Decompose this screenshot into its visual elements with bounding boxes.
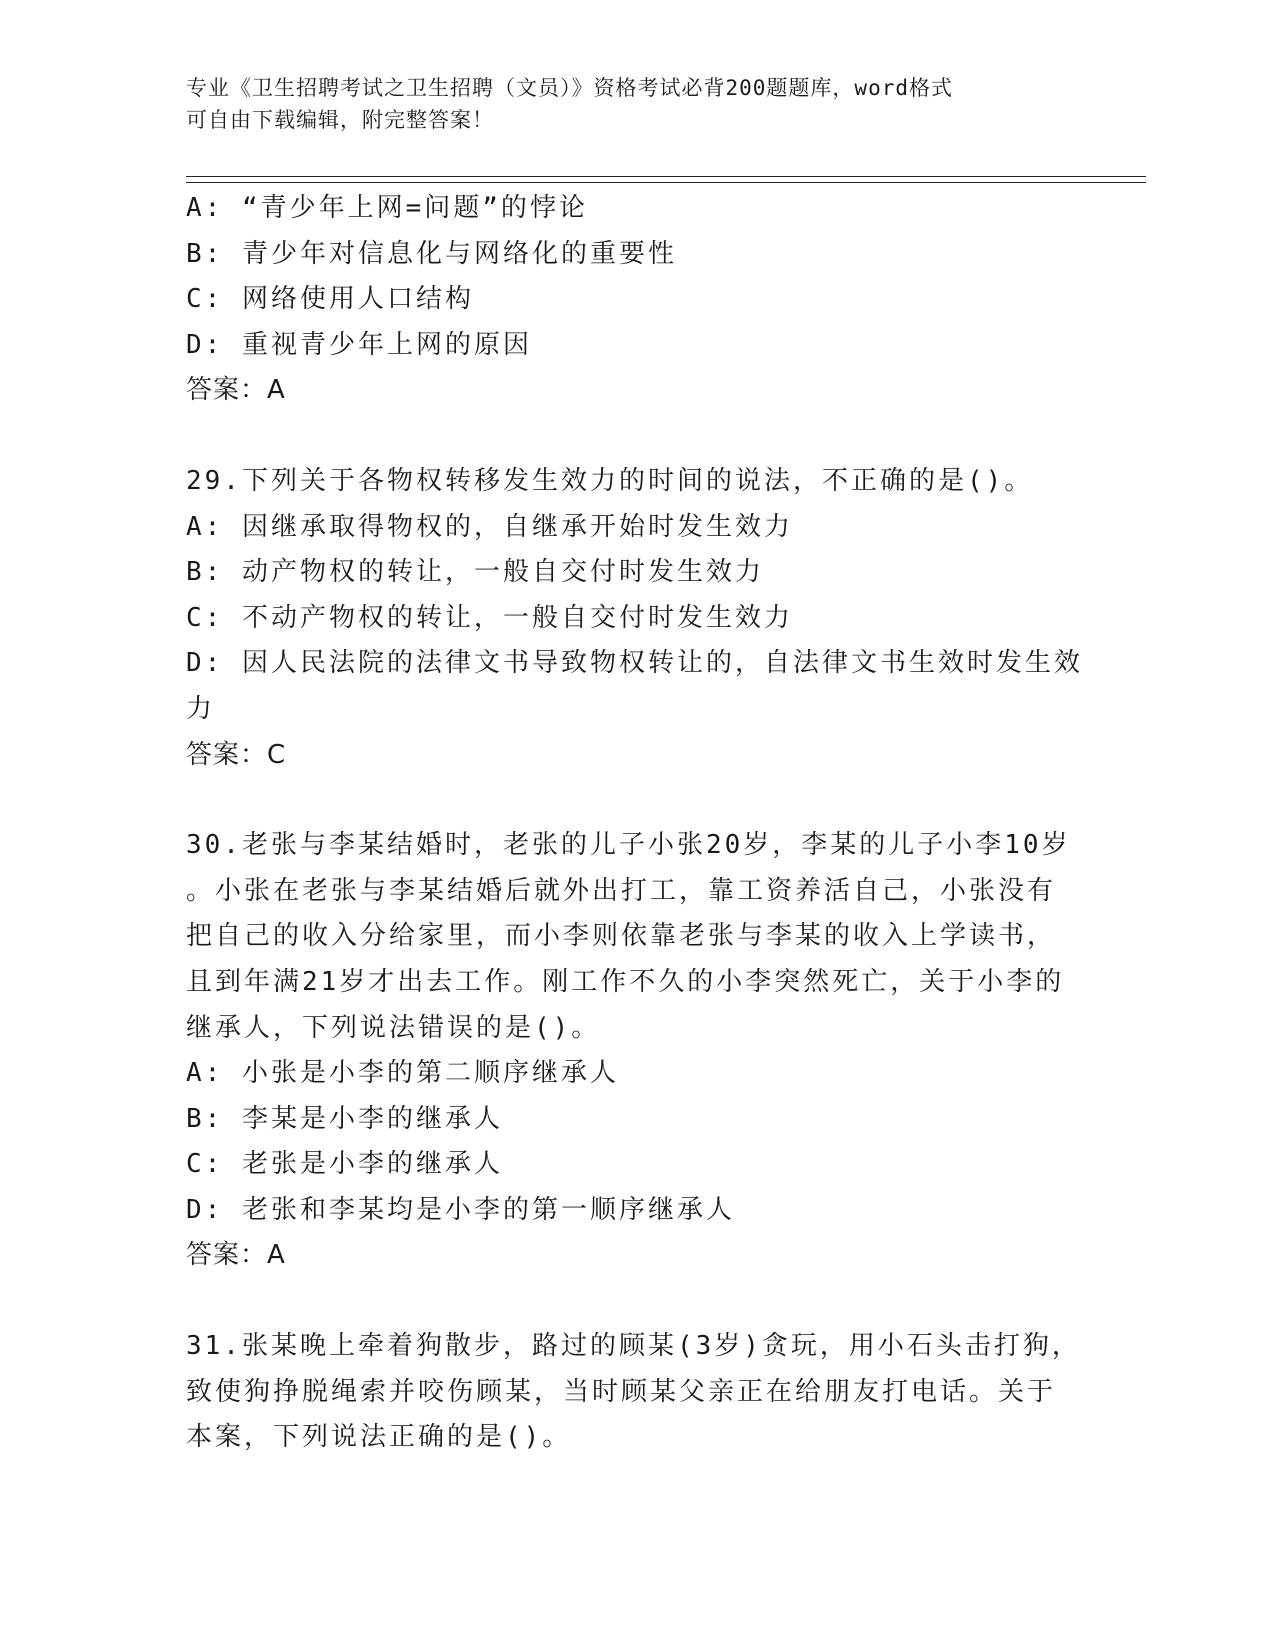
answer-line: 答案：C <box>186 739 287 770</box>
option-a: A: 小张是小李的第二顺序继承人 <box>186 1058 619 1089</box>
answer-line: 答案：A <box>186 1240 286 1271</box>
header-line-2: 可自由下载编辑，附完整答案！ <box>186 108 494 132</box>
question-text-line-1: 30.老张与李某结婚时，老张的儿子小张20岁，李某的儿子小李10岁 <box>186 830 1071 861</box>
question-text-line-3: 本案，下列说法正确的是()。 <box>186 1422 572 1453</box>
question-text: 29.下列关于各物权转移发生效力的时间的说法，不正确的是()。 <box>186 465 1034 496</box>
header-rule-bottom <box>186 182 1146 183</box>
option-b: B: 李某是小李的继承人 <box>186 1103 503 1134</box>
option-c: C: 不动产物权的转让，一般自交付时发生效力 <box>186 602 793 633</box>
option-a: A: “青少年上网=问题”的悖论 <box>186 193 588 223</box>
document-header <box>186 72 1066 136</box>
option-d: D: 因人民法院的法律文书导致物权转让的，自法律文书生效时发生效 <box>186 648 1083 679</box>
option-d: D: 老张和李某均是小李的第一顺序继承人 <box>186 1194 735 1225</box>
question-31 <box>186 1324 1081 1461</box>
question-text-line-2: 致使狗挣脱绳索并咬伤顾某，当时顾某父亲正在给朋友打电话。关于 <box>186 1376 1057 1407</box>
spacer <box>186 414 1066 459</box>
option-c: C: 老张是小李的继承人 <box>186 1149 503 1180</box>
option-c: C: 网络使用人口结构 <box>186 284 474 315</box>
option-d-continued: 力 <box>186 693 216 724</box>
question-28 <box>186 186 1066 414</box>
spacer <box>186 1279 1066 1324</box>
question-30 <box>186 823 1071 1279</box>
question-content <box>186 186 1083 1461</box>
header-rule-top <box>186 176 1146 177</box>
question-text-line-5: 继承人，下列说法错误的是()。 <box>186 1012 601 1043</box>
option-d: D: 重视青少年上网的原因 <box>186 329 532 360</box>
option-b: B: 动产物权的转让，一般自交付时发生效力 <box>186 557 764 588</box>
question-text-line-4: 且到年满21岁才出去工作。刚工作不久的小李突然死亡，关于小李的 <box>186 966 1065 997</box>
question-text-line-3: 把自己的收入分给家里，而小李则依靠老张与李某的收入上学读书， <box>186 921 1057 952</box>
question-text-line-1: 31.张某晚上牵着狗散步，路过的顾某(3岁)贪玩，用小石头击打狗， <box>186 1331 1081 1362</box>
header-line-1: 专业《卫生招聘考试之卫生招聘（文员）》资格考试必背200题题库，word格式 <box>186 76 953 100</box>
option-a: A: 因继承取得物权的，自继承开始时发生效力 <box>186 511 793 542</box>
spacer <box>186 778 1066 823</box>
option-b: B: 青少年对信息化与网络化的重要性 <box>186 238 677 269</box>
question-text-line-2: 。小张在老张与李某结婚后就外出打工，靠工资养活自己，小张没有 <box>186 875 1057 906</box>
question-29 <box>186 459 1083 778</box>
answer-line: 答案：A <box>186 375 286 406</box>
